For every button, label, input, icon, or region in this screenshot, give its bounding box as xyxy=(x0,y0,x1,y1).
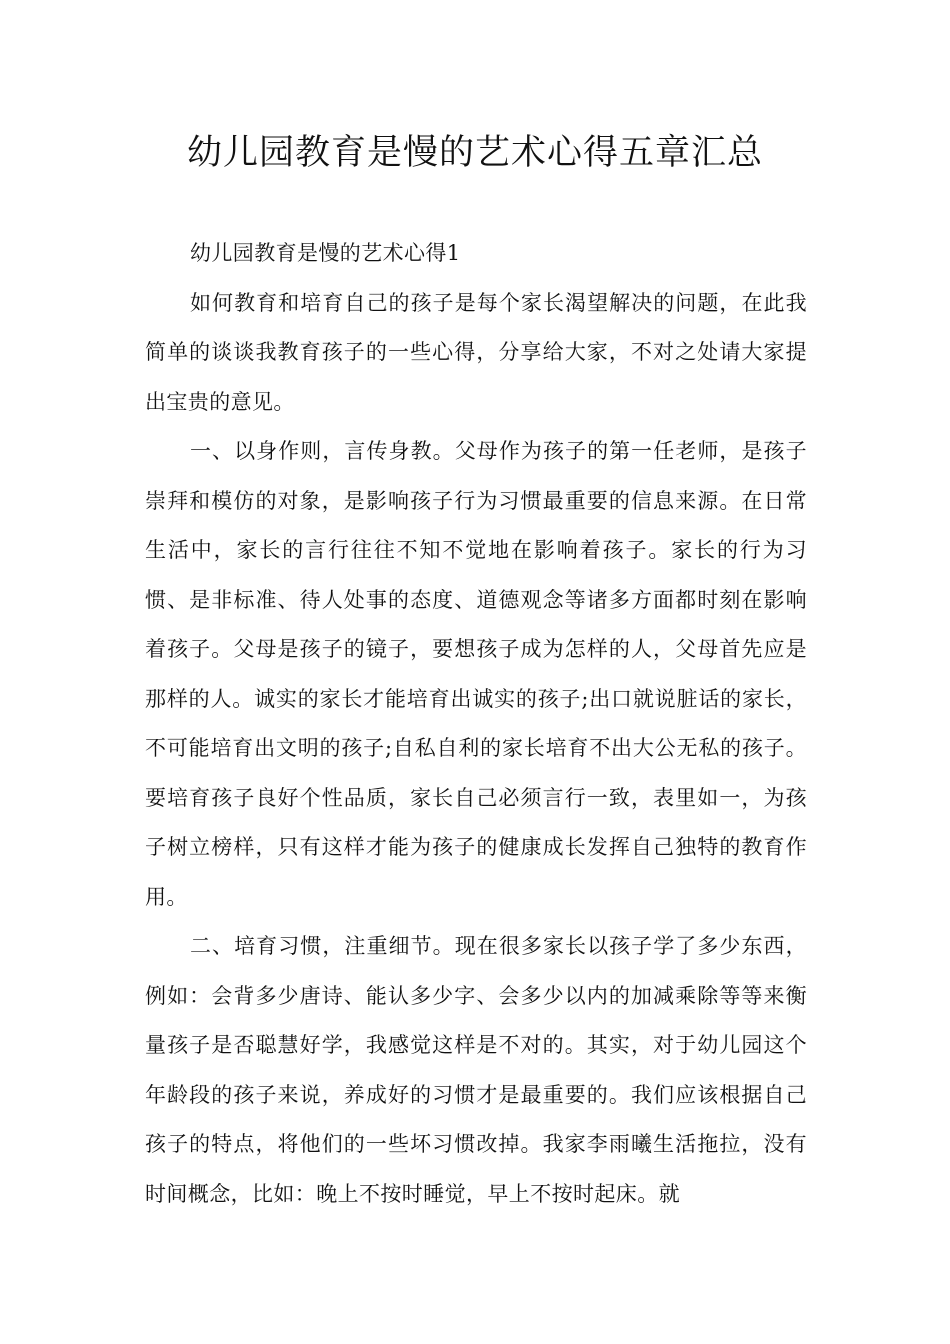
paragraph-lead-by-example: 一、以身作则，言传身教。父母作为孩子的第一任老师，是孩子崇拜和模仿的对象，是影响孩子行为习惯最重要的信息来源。在日常生活中，家长的言行往往不知不觉地在影响着孩子。家长的行为习惯、是非标准、待人处事的态度、道德观念等诸多方面都时刻在影响着孩子。父母是孩子的镜子，要想孩子成为怎样的人，父母首先应是那样的人。诚实的家长才能培育出诚实的孩子;出口就说脏话的家长，不可能培育出文明的孩子;自私自利的家长培育不出大公无私的孩子。要培育孩子良好个性品质，家长自己必须言行一致，表里如一，为孩子树立榜样，只有这样才能为孩子的健康成长发挥自己独特的教育作用。 xyxy=(145,439,807,909)
paragraph-habits: 二、培育习惯，注重细节。现在很多家长以孩子学了多少东西，例如：会背多少唐诗、能认多少字、会多少以内的加减乘除等等来衡量孩子是否聪慧好学，我感觉这样是不对的。其实，对于幼儿园这个年龄段的孩子来说，养成好的习惯才是最重要的。我们应该根据自己孩子的特点，将他们的一些坏习惯改掉。我家李雨曦生活拖拉，没有时间概念，比如：晚上不按时睡觉，早上不按时起床。就 xyxy=(145,934,807,1206)
paragraph-intro: 如何教育和培育自己的孩子是每个家长渴望解决的问题，在此我简单的谈谈我教育孩子的一些心得，分享给大家，不对之处请大家提出宝贵的意见。 xyxy=(145,290,807,414)
section-heading: 幼儿园教育是慢的艺术心得1 xyxy=(190,241,461,265)
document-title: 幼儿园教育是慢的艺术心得五章汇总 xyxy=(186,133,763,173)
document-body xyxy=(145,229,807,1219)
